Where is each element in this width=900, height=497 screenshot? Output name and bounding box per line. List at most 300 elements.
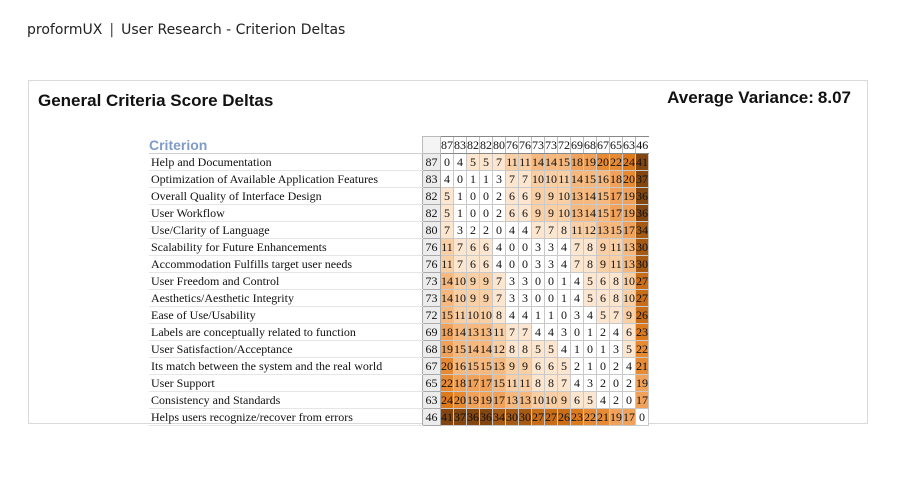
column-score-header: 76 bbox=[506, 138, 518, 152]
criterion-score: 69 bbox=[423, 324, 441, 341]
delta-cell: 12 bbox=[493, 342, 505, 356]
column-score-header: 76 bbox=[519, 138, 531, 152]
delta-cell: 13 bbox=[506, 393, 518, 407]
delta-cell: 14 bbox=[584, 189, 596, 203]
delta-cell: 0 bbox=[545, 290, 558, 307]
delta-cell: 13 bbox=[597, 223, 609, 237]
criterion-score: 67 bbox=[423, 358, 441, 375]
delta-cell: 0 bbox=[519, 256, 532, 273]
delta-cell: 10 bbox=[532, 393, 544, 407]
delta-cell: 19 bbox=[623, 189, 635, 203]
delta-cell: 4 bbox=[454, 154, 467, 171]
delta-cell: 14 bbox=[467, 342, 479, 356]
delta-cell: 11 bbox=[441, 240, 453, 254]
delta-cell: 4 bbox=[571, 375, 584, 392]
delta-cell: 3 bbox=[506, 290, 519, 307]
delta-cell: 15 bbox=[558, 155, 570, 169]
delta-cell: 13 bbox=[467, 325, 479, 339]
delta-cell: 27 bbox=[636, 274, 648, 288]
matrix-row bbox=[149, 188, 649, 205]
delta-cell: 15 bbox=[597, 206, 609, 220]
delta-cell: 8 bbox=[519, 341, 532, 358]
delta-cell: 1 bbox=[571, 341, 584, 358]
delta-cell: 1 bbox=[480, 171, 493, 188]
delta-cell: 2 bbox=[493, 205, 506, 222]
delta-cell: 11 bbox=[571, 223, 583, 237]
delta-cell: 7 bbox=[519, 171, 532, 188]
delta-cell: 11 bbox=[454, 308, 466, 322]
delta-cell: 17 bbox=[480, 376, 492, 390]
delta-cell: 0 bbox=[454, 171, 467, 188]
delta-cell: 1 bbox=[532, 307, 545, 324]
delta-cell: 17 bbox=[467, 376, 479, 390]
delta-cell: 14 bbox=[480, 342, 492, 356]
matrix-row bbox=[149, 154, 649, 171]
delta-cell: 11 bbox=[506, 155, 518, 169]
delta-cell: 36 bbox=[636, 189, 648, 203]
delta-cell: 15 bbox=[610, 223, 622, 237]
delta-cell: 22 bbox=[441, 376, 453, 390]
column-header-row bbox=[149, 137, 649, 154]
delta-cell: 3 bbox=[519, 273, 532, 290]
criteria-deltas-card bbox=[28, 80, 868, 424]
delta-cell: 3 bbox=[519, 290, 532, 307]
delta-cell: 0 bbox=[441, 154, 454, 171]
delta-cell: 0 bbox=[532, 273, 545, 290]
delta-cell: 16 bbox=[597, 172, 609, 186]
delta-cell: 5 bbox=[441, 188, 454, 205]
delta-cell: 9 bbox=[545, 205, 558, 222]
delta-cell: 5 bbox=[480, 154, 493, 171]
matrix-row bbox=[149, 375, 649, 392]
delta-cell: 2 bbox=[610, 392, 623, 409]
delta-cell: 4 bbox=[571, 273, 584, 290]
delta-cell: 4 bbox=[623, 358, 636, 375]
delta-cell: 4 bbox=[506, 222, 519, 239]
delta-cell: 6 bbox=[519, 205, 532, 222]
delta-cell: 13 bbox=[519, 393, 531, 407]
delta-cell: 11 bbox=[441, 257, 453, 271]
delta-cell: 36 bbox=[467, 410, 479, 424]
delta-cell: 13 bbox=[623, 257, 635, 271]
delta-cell: 9 bbox=[467, 290, 480, 307]
delta-cell: 10 bbox=[545, 393, 557, 407]
delta-cell: 41 bbox=[636, 155, 648, 169]
delta-cell: 10 bbox=[623, 291, 635, 305]
criterion-label: Scalability for Future Enhancements bbox=[149, 239, 423, 256]
delta-cell: 30 bbox=[506, 410, 518, 424]
delta-cell: 14 bbox=[545, 155, 557, 169]
criterion-score: 80 bbox=[423, 222, 441, 239]
average-variance bbox=[663, 88, 851, 108]
delta-cell: 15 bbox=[493, 376, 505, 390]
matrix-row bbox=[149, 239, 649, 256]
delta-cell: 3 bbox=[493, 171, 506, 188]
page-title: User Research - Criterion Deltas bbox=[121, 22, 346, 38]
delta-cell: 30 bbox=[636, 240, 648, 254]
delta-cell: 0 bbox=[636, 409, 649, 426]
delta-cell: 14 bbox=[532, 155, 544, 169]
delta-cell: 18 bbox=[441, 325, 453, 339]
delta-cell: 1 bbox=[558, 273, 571, 290]
delta-cell: 7 bbox=[571, 256, 584, 273]
delta-cell: 5 bbox=[584, 273, 597, 290]
delta-cell: 19 bbox=[480, 393, 492, 407]
criterion-label: Consistency and Standards bbox=[149, 392, 423, 409]
delta-cell: 1 bbox=[584, 358, 597, 375]
delta-cell: 21 bbox=[597, 410, 609, 424]
delta-cell: 22 bbox=[584, 410, 596, 424]
delta-cell: 12 bbox=[584, 223, 596, 237]
delta-cell: 0 bbox=[558, 307, 571, 324]
delta-cell: 9 bbox=[519, 358, 532, 375]
delta-cell: 5 bbox=[623, 341, 636, 358]
delta-cell: 0 bbox=[610, 375, 623, 392]
delta-cell: 4 bbox=[571, 290, 584, 307]
delta-cell: 36 bbox=[636, 206, 648, 220]
delta-cell: 30 bbox=[519, 410, 531, 424]
column-score-header: 72 bbox=[558, 138, 570, 152]
criterion-score: 83 bbox=[423, 171, 441, 188]
delta-cell: 15 bbox=[441, 308, 453, 322]
delta-cell: 5 bbox=[584, 290, 597, 307]
criterion-label: User Freedom and Control bbox=[149, 273, 423, 290]
delta-cell: 4 bbox=[545, 324, 558, 341]
delta-cell: 27 bbox=[532, 410, 544, 424]
delta-cell: 15 bbox=[467, 359, 479, 373]
delta-cell: 27 bbox=[636, 291, 648, 305]
delta-cell: 20 bbox=[597, 155, 609, 169]
delta-cell: 7 bbox=[610, 307, 623, 324]
delta-cell: 1 bbox=[558, 290, 571, 307]
delta-cell: 7 bbox=[506, 324, 519, 341]
delta-cell: 4 bbox=[558, 256, 571, 273]
delta-cell: 22 bbox=[636, 342, 648, 356]
delta-cell: 18 bbox=[454, 376, 466, 390]
delta-cell: 20 bbox=[623, 172, 635, 186]
delta-cell: 22 bbox=[610, 155, 622, 169]
column-score-header: 67 bbox=[597, 138, 609, 152]
delta-cell: 2 bbox=[467, 222, 480, 239]
delta-cell: 4 bbox=[519, 222, 532, 239]
delta-cell: 8 bbox=[506, 341, 519, 358]
delta-cell: 3 bbox=[610, 341, 623, 358]
delta-cell: 24 bbox=[441, 393, 453, 407]
delta-cell: 9 bbox=[506, 358, 519, 375]
delta-cell: 15 bbox=[480, 359, 492, 373]
column-score-header: 87 bbox=[441, 138, 453, 152]
corner-cell bbox=[423, 137, 441, 154]
delta-cell: 9 bbox=[597, 239, 610, 256]
criterion-label: Use/Clarity of Language bbox=[149, 222, 423, 239]
delta-cell: 10 bbox=[454, 291, 466, 305]
delta-cell: 10 bbox=[545, 172, 557, 186]
delta-cell: 8 bbox=[493, 307, 506, 324]
delta-cell: 34 bbox=[636, 223, 648, 237]
column-score-header: 82 bbox=[480, 138, 492, 152]
delta-cell: 6 bbox=[545, 358, 558, 375]
delta-cell: 6 bbox=[571, 392, 584, 409]
delta-cell: 0 bbox=[467, 188, 480, 205]
delta-cell: 4 bbox=[558, 341, 571, 358]
delta-cell: 11 bbox=[610, 240, 622, 254]
delta-cell: 3 bbox=[545, 239, 558, 256]
delta-cell: 15 bbox=[584, 172, 596, 186]
delta-cell: 7 bbox=[519, 324, 532, 341]
delta-cell: 14 bbox=[584, 206, 596, 220]
delta-cell: 6 bbox=[480, 256, 493, 273]
criterion-label: Aesthetics/Aesthetic Integrity bbox=[149, 290, 423, 307]
delta-cell: 6 bbox=[467, 239, 480, 256]
delta-cell: 0 bbox=[597, 358, 610, 375]
delta-cell: 41 bbox=[441, 410, 453, 424]
matrix-row bbox=[149, 171, 649, 188]
matrix-row bbox=[149, 256, 649, 273]
delta-cell: 9 bbox=[480, 273, 493, 290]
delta-cell: 0 bbox=[532, 290, 545, 307]
delta-cell: 10 bbox=[623, 274, 635, 288]
criterion-score: 76 bbox=[423, 256, 441, 273]
delta-cell: 1 bbox=[454, 205, 467, 222]
delta-cell: 20 bbox=[441, 359, 453, 373]
criterion-score: 72 bbox=[423, 307, 441, 324]
delta-cell: 26 bbox=[636, 308, 648, 322]
column-score-header: 63 bbox=[623, 138, 635, 152]
delta-cell: 37 bbox=[454, 410, 466, 424]
delta-cell: 3 bbox=[506, 273, 519, 290]
delta-cell: 6 bbox=[532, 358, 545, 375]
delta-cell: 7 bbox=[441, 222, 454, 239]
column-score-header: 83 bbox=[454, 138, 466, 152]
delta-cell: 1 bbox=[467, 171, 480, 188]
variance-value: 8.07 bbox=[817, 88, 851, 107]
delta-cell: 9 bbox=[467, 273, 480, 290]
matrix-row bbox=[149, 273, 649, 290]
matrix-row bbox=[149, 290, 649, 307]
delta-matrix bbox=[149, 136, 649, 426]
criterion-label: Its match between the system and the real world bbox=[149, 358, 423, 375]
delta-cell: 26 bbox=[558, 410, 570, 424]
delta-cell: 15 bbox=[454, 342, 466, 356]
delta-cell: 8 bbox=[558, 222, 571, 239]
criterion-score: 73 bbox=[423, 290, 441, 307]
delta-cell: 2 bbox=[493, 188, 506, 205]
delta-cell: 17 bbox=[623, 223, 635, 237]
delta-cell: 37 bbox=[636, 172, 648, 186]
delta-cell: 17 bbox=[623, 410, 635, 424]
matrix-row bbox=[149, 307, 649, 324]
delta-cell: 4 bbox=[597, 392, 610, 409]
delta-cell: 7 bbox=[454, 256, 467, 273]
delta-cell: 11 bbox=[493, 325, 505, 339]
delta-cell: 6 bbox=[597, 273, 610, 290]
column-score-header: 80 bbox=[493, 138, 505, 152]
criterion-score: 68 bbox=[423, 341, 441, 358]
delta-cell: 10 bbox=[480, 308, 492, 322]
delta-cell: 0 bbox=[467, 205, 480, 222]
delta-cell: 36 bbox=[480, 410, 492, 424]
delta-cell: 0 bbox=[571, 324, 584, 341]
delta-cell: 6 bbox=[506, 188, 519, 205]
matrix-row bbox=[149, 409, 649, 426]
delta-cell: 7 bbox=[493, 290, 506, 307]
delta-cell: 0 bbox=[584, 341, 597, 358]
delta-cell: 14 bbox=[454, 325, 466, 339]
delta-cell: 0 bbox=[545, 273, 558, 290]
criterion-label: User Workflow bbox=[149, 205, 423, 222]
delta-cell: 8 bbox=[610, 290, 623, 307]
column-score-header: 68 bbox=[584, 138, 596, 152]
delta-cell: 7 bbox=[493, 154, 506, 171]
delta-cell: 7 bbox=[532, 222, 545, 239]
criterion-label: User Support bbox=[149, 375, 423, 392]
delta-cell: 8 bbox=[584, 256, 597, 273]
delta-cell: 18 bbox=[610, 172, 622, 186]
delta-cell: 7 bbox=[506, 171, 519, 188]
delta-cell: 2 bbox=[571, 358, 584, 375]
delta-cell: 2 bbox=[623, 375, 636, 392]
delta-cell: 7 bbox=[571, 239, 584, 256]
column-score-header: 65 bbox=[610, 138, 622, 152]
delta-cell: 27 bbox=[545, 410, 557, 424]
delta-cell: 14 bbox=[571, 172, 583, 186]
criterion-score: 87 bbox=[423, 154, 441, 171]
delta-cell: 9 bbox=[623, 307, 636, 324]
delta-cell: 1 bbox=[584, 324, 597, 341]
delta-cell: 11 bbox=[519, 376, 531, 390]
delta-cell: 7 bbox=[454, 239, 467, 256]
delta-cell: 18 bbox=[571, 155, 583, 169]
matrix-row bbox=[149, 392, 649, 409]
delta-cell: 19 bbox=[623, 206, 635, 220]
variance-label: Average Variance: bbox=[667, 88, 814, 107]
matrix-row bbox=[149, 324, 649, 341]
delta-cell: 19 bbox=[467, 393, 479, 407]
delta-cell: 11 bbox=[558, 172, 570, 186]
criterion-score: 76 bbox=[423, 239, 441, 256]
header-separator: | bbox=[109, 22, 115, 38]
delta-cell: 8 bbox=[545, 375, 558, 392]
delta-cell: 2 bbox=[480, 222, 493, 239]
delta-cell: 24 bbox=[623, 155, 635, 169]
delta-cell: 19 bbox=[610, 410, 622, 424]
delta-cell: 0 bbox=[506, 239, 519, 256]
delta-cell: 11 bbox=[610, 257, 622, 271]
delta-cell: 9 bbox=[532, 188, 545, 205]
delta-cell: 5 bbox=[597, 307, 610, 324]
delta-cell: 10 bbox=[558, 206, 570, 220]
column-score-header: 69 bbox=[571, 138, 583, 152]
delta-cell: 13 bbox=[571, 189, 583, 203]
delta-cell: 1 bbox=[454, 188, 467, 205]
delta-cell: 4 bbox=[584, 307, 597, 324]
delta-cell: 4 bbox=[532, 324, 545, 341]
delta-cell: 7 bbox=[493, 273, 506, 290]
delta-cell: 5 bbox=[532, 341, 545, 358]
delta-cell: 3 bbox=[532, 239, 545, 256]
matrix-body bbox=[149, 154, 649, 426]
delta-cell: 6 bbox=[467, 256, 480, 273]
delta-cell: 19 bbox=[636, 376, 648, 390]
delta-cell: 8 bbox=[610, 273, 623, 290]
criterion-score: 73 bbox=[423, 273, 441, 290]
page-header bbox=[27, 22, 345, 38]
criterion-score: 63 bbox=[423, 392, 441, 409]
delta-cell: 9 bbox=[545, 188, 558, 205]
delta-cell: 13 bbox=[480, 325, 492, 339]
delta-cell: 6 bbox=[623, 324, 636, 341]
matrix-row bbox=[149, 222, 649, 239]
delta-cell: 7 bbox=[545, 222, 558, 239]
criterion-column-header: Criterion bbox=[149, 137, 423, 154]
delta-cell: 3 bbox=[558, 324, 571, 341]
delta-cell: 7 bbox=[558, 375, 571, 392]
delta-cell: 19 bbox=[584, 155, 596, 169]
delta-cell: 16 bbox=[454, 359, 466, 373]
criterion-label: Overall Quality of Interface Design bbox=[149, 188, 423, 205]
delta-cell: 6 bbox=[597, 290, 610, 307]
delta-cell: 0 bbox=[519, 239, 532, 256]
criterion-score: 65 bbox=[423, 375, 441, 392]
delta-cell: 17 bbox=[636, 393, 648, 407]
delta-cell: 4 bbox=[441, 171, 454, 188]
delta-cell: 4 bbox=[493, 239, 506, 256]
delta-cell: 0 bbox=[480, 205, 493, 222]
delta-cell: 19 bbox=[441, 342, 453, 356]
matrix-row bbox=[149, 358, 649, 375]
delta-cell: 9 bbox=[597, 256, 610, 273]
delta-cell: 8 bbox=[584, 239, 597, 256]
delta-cell: 5 bbox=[584, 392, 597, 409]
delta-cell: 1 bbox=[545, 307, 558, 324]
delta-cell: 23 bbox=[571, 410, 583, 424]
delta-cell: 10 bbox=[454, 274, 466, 288]
delta-cell: 3 bbox=[532, 256, 545, 273]
delta-cell: 5 bbox=[545, 341, 558, 358]
delta-cell: 3 bbox=[454, 222, 467, 239]
delta-cell: 15 bbox=[597, 189, 609, 203]
delta-cell: 9 bbox=[480, 290, 493, 307]
criterion-label: Ease of Use/Usability bbox=[149, 307, 423, 324]
delta-cell: 23 bbox=[636, 325, 648, 339]
criterion-label: Optimization of Available Application Features bbox=[149, 171, 423, 188]
delta-cell: 0 bbox=[506, 256, 519, 273]
delta-cell: 3 bbox=[545, 256, 558, 273]
delta-cell: 4 bbox=[519, 307, 532, 324]
column-score-header: 73 bbox=[545, 138, 557, 152]
delta-cell: 6 bbox=[480, 239, 493, 256]
delta-cell: 17 bbox=[610, 206, 622, 220]
delta-cell: 8 bbox=[532, 375, 545, 392]
criterion-label: Accommodation Fulfills target user needs bbox=[149, 256, 423, 273]
delta-cell: 5 bbox=[441, 205, 454, 222]
matrix-row bbox=[149, 205, 649, 222]
delta-cell: 5 bbox=[558, 358, 571, 375]
delta-cell: 6 bbox=[519, 188, 532, 205]
delta-cell: 4 bbox=[493, 256, 506, 273]
column-score-header: 82 bbox=[467, 138, 479, 152]
delta-cell: 10 bbox=[532, 172, 544, 186]
delta-cell: 11 bbox=[506, 376, 518, 390]
delta-cell: 4 bbox=[558, 239, 571, 256]
delta-cell: 17 bbox=[610, 189, 622, 203]
criterion-label: User Satisfaction/Acceptance bbox=[149, 341, 423, 358]
criterion-label: Labels are conceptually related to function bbox=[149, 324, 423, 341]
criterion-score: 82 bbox=[423, 205, 441, 222]
delta-cell: 20 bbox=[454, 393, 466, 407]
delta-cell: 30 bbox=[636, 257, 648, 271]
delta-cell: 2 bbox=[597, 375, 610, 392]
